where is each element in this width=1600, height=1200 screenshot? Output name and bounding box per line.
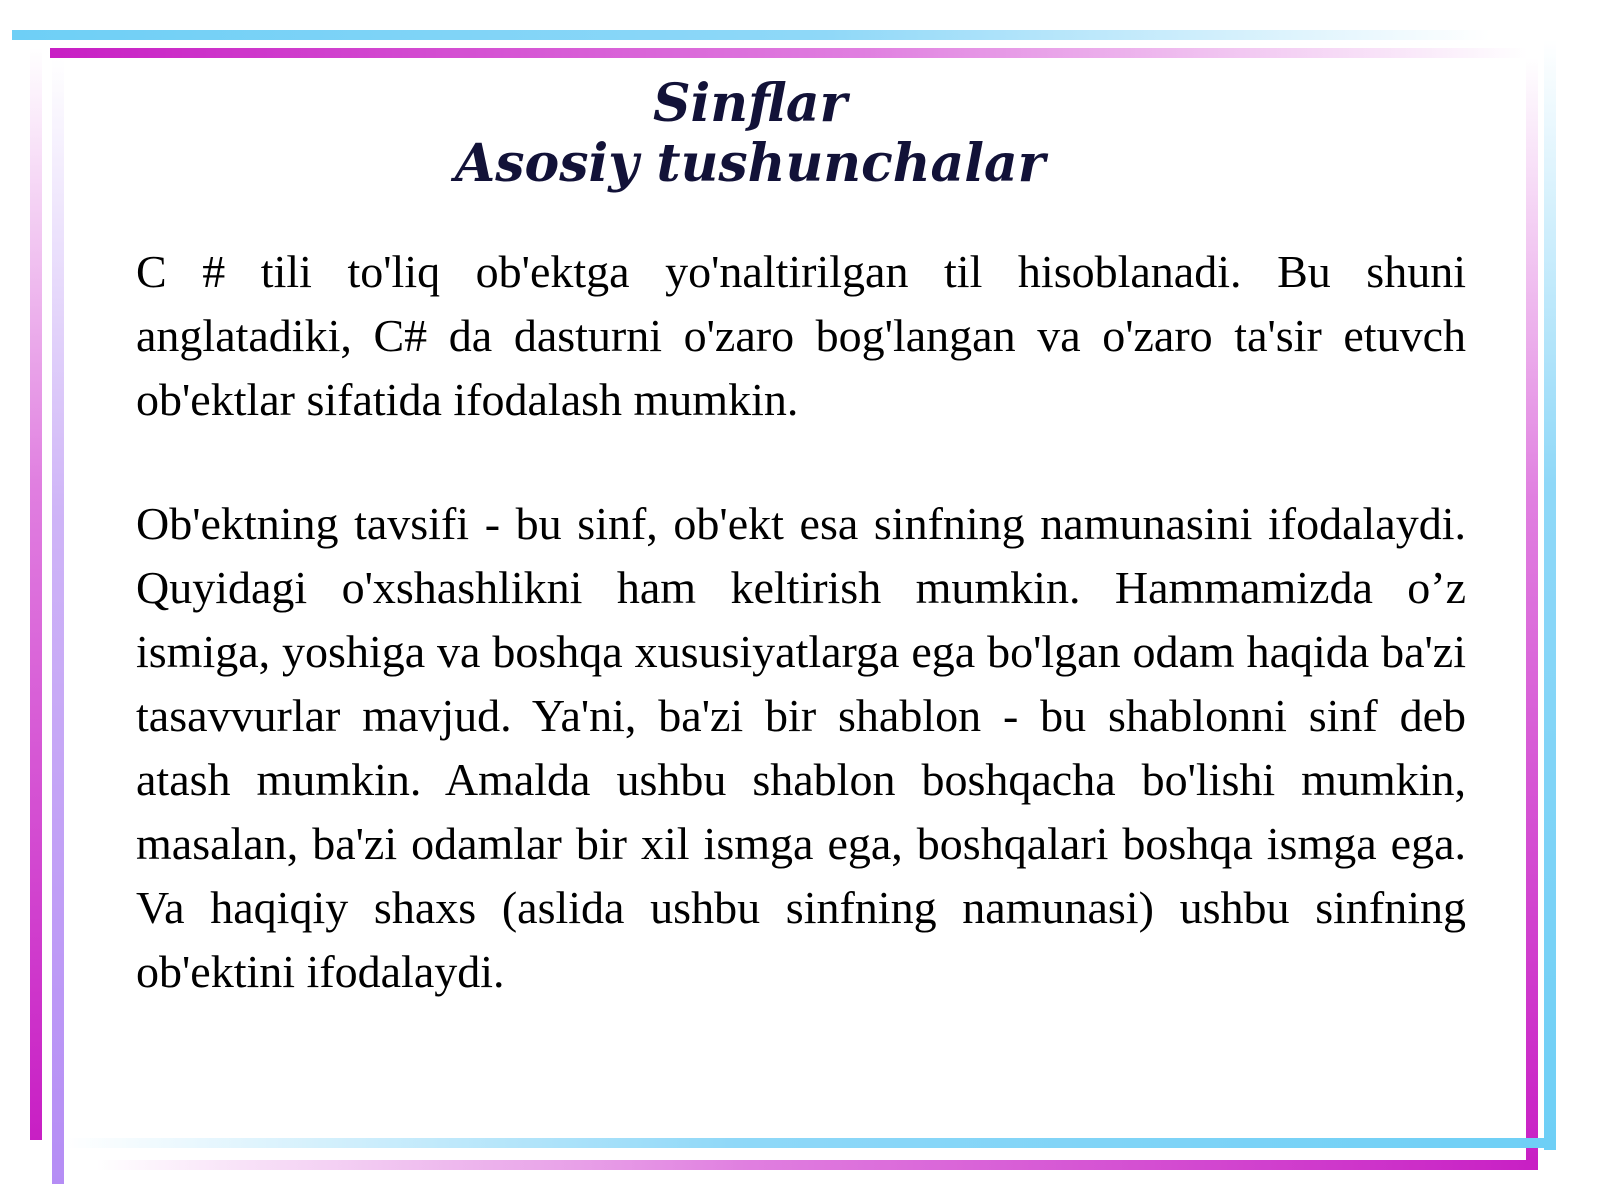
decorative-bar-left-lavender [52,58,64,1184]
slide-title [280,74,1220,194]
decorative-bar-left-magenta [30,48,42,1140]
paragraph-gap [136,432,1466,492]
decorative-bar-bottom-magenta [96,1160,1538,1170]
decorative-bar-right-magenta [1526,58,1538,1168]
decorative-bar-top-cyan [12,30,1490,40]
paragraph-1: C # tili to'liq ob'ektga yo'naltirilgan til hisoblanadi. Bu shuni anglatadiki, C# da dasturni o'zaro bog'langan va o'zaro ta'sir etuvch ob'ektlar sifatida ifodalash mumkin. [136,246,1466,425]
decorative-bar-top-magenta [50,48,1528,58]
title-line-1: Sinflar [652,73,847,134]
slide-body [136,240,1466,1004]
decorative-bar-bottom-cyan [64,1138,1556,1148]
title-line-2: Asosiy tushunchalar [454,133,1046,194]
paragraph-2: Ob'ektning tavsifi - bu sinf, ob'ekt esa sinfning namunasini ifodalaydi. Quyidagi o'xshashlikni ham keltirish mumkin. Hammamizda o’z ismiga, yoshiga va boshqa xususiyatlarga ega bo'lgan odam haqida ba'zi tasavvurlar mavjud. Ya'ni, ba'zi bir shablon - bu shablonni sinf deb atash mumkin. Amalda ushbu shablon boshqacha bo'lishi mumkin, masalan, ba'zi odamlar bir xil ismga ega, boshqalari boshqa ismga ega. Va haqiqiy shaxs (aslida ushbu sinfning namunasi) ushbu sinfning ob'ektini ifodalaydi. [136,498,1466,997]
decorative-bar-right-cyan [1544,40,1556,1150]
